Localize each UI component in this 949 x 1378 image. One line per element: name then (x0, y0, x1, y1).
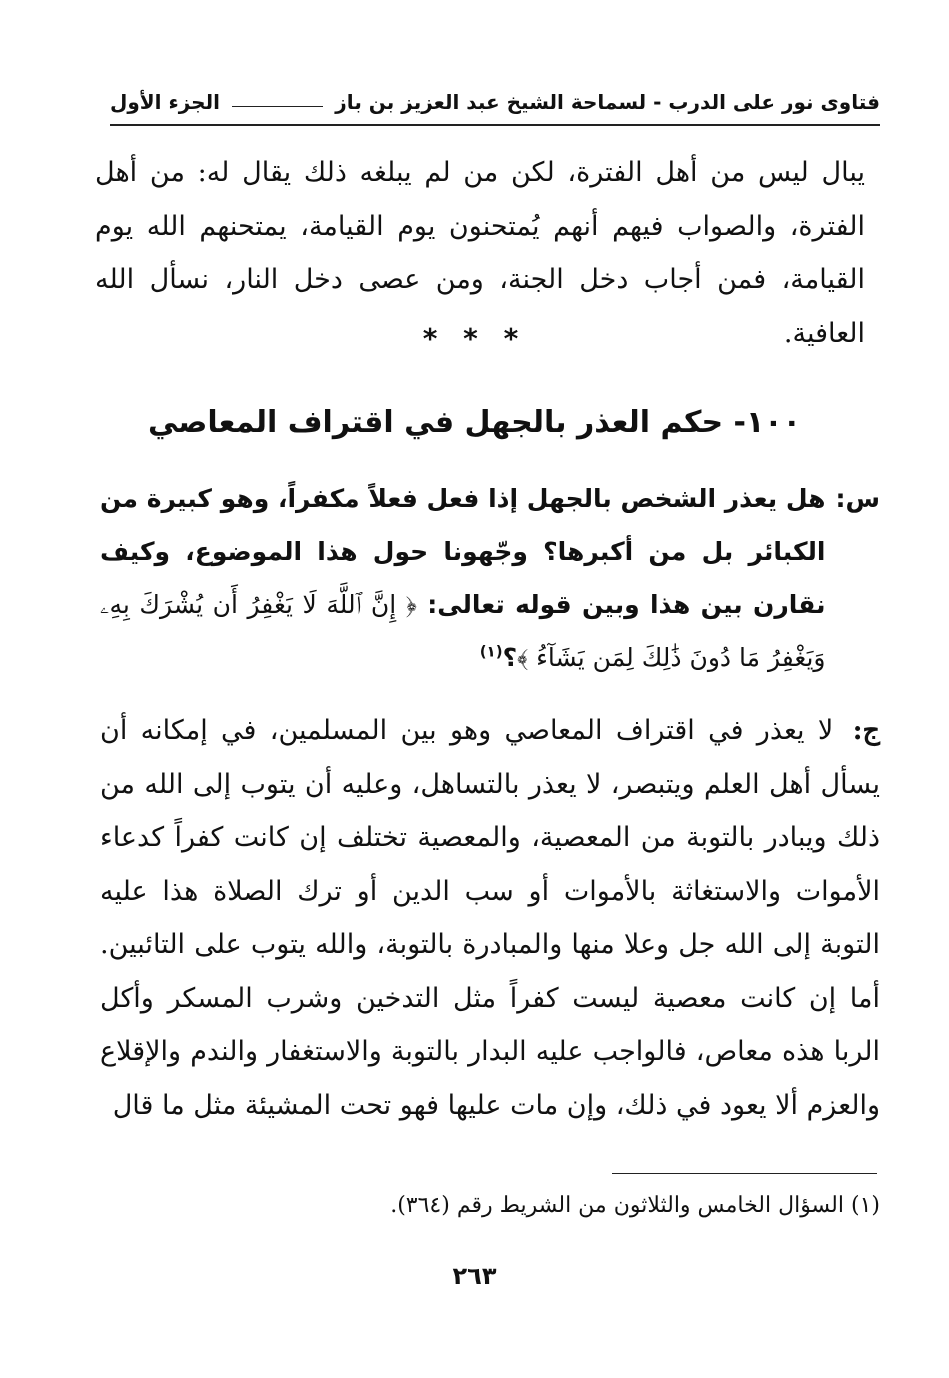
section-heading: ١٠٠- حكم العذر بالجهل في اقتراف المعاصي (148, 405, 801, 440)
footnote-reference: (١) (479, 642, 503, 661)
question-prefix: س: (835, 484, 880, 513)
answer-block (100, 704, 880, 1132)
running-header (110, 82, 880, 122)
section-separator: * * * (422, 322, 527, 355)
question-text-block (100, 472, 826, 684)
footnote: (١) السؤال الخامس والثلاثون من الشريط رقم (٣٦٤). (390, 1193, 880, 1218)
header-book-title: فتاوى نور على الدرب - لسماحة الشيخ عبد العزيز بن باز (335, 90, 880, 114)
answer-prefix: ج: (852, 715, 880, 746)
question-block (100, 472, 880, 684)
header-divider (110, 124, 880, 126)
answer-text: لا يعذر في اقتراف المعاصي وهو بين المسلمين، في إمكانه أن يسأل أهل العلم ويتبصر، لا يعذر بالتساهل، وعليه أن يتوب إلى الله من ذلك ويبادر بالتوبة من المعصية، والمعصية تختلف إن كانت كفراً كدعاء الأموات والاستغاثة بالأموات أو سب الدين أو ترك الصلاة هذا عليه التوبة إلى الله جل وعلا منها والمبادرة بالتوبة، والله يتوب على التائبين. أما إن كانت معصية ليست كفراً مثل التدخين وشرب المسكر وأكل الربا هذه معاص، فالواجب عليه البدار بالتوبة والاستغفار والندم والإقلاع والعزم ألا يعود في ذلك، وإن مات عليها فهو تحت المشيئة مثل ما قال (100, 715, 880, 1121)
page-number: ٢٦٣ (452, 1262, 497, 1290)
quran-verse: ﴿ إِنَّ ٱللَّهَ لَا يَغْفِرُ أَن يُشْرَكَ بِهِۦ وَيَغْفِرُ مَا دُونَ ذَٰلِكَ لِمَن يَشَآءُ ﴾ (100, 590, 826, 672)
header-rule (232, 106, 323, 107)
question-text: هل يعذر الشخص بالجهل إذا فعل فعلاً مكفراً، وهو كبيرة من الكبائر بل من أكبرها؟ وجّهونا حول هذا الموضوع، وكيف نقارن بين هذا وبين قوله تعالى: (100, 484, 826, 619)
question-end-mark: ؟ (502, 643, 518, 672)
footnote-rule (612, 1173, 877, 1174)
header-volume: الجزء الأول (110, 90, 220, 114)
intro-paragraph: يبال ليس من أهل الفترة، لكن من لم يبلغه ذلك يقال له: من أهل الفترة، والصواب فيهم أنهم يُمتحنون يوم القيامة، يمتحنهم الله يوم القيامة، فمن أجاب دخل الجنة، ومن عصى دخل النار، نسأل الله العافية. (95, 157, 865, 349)
